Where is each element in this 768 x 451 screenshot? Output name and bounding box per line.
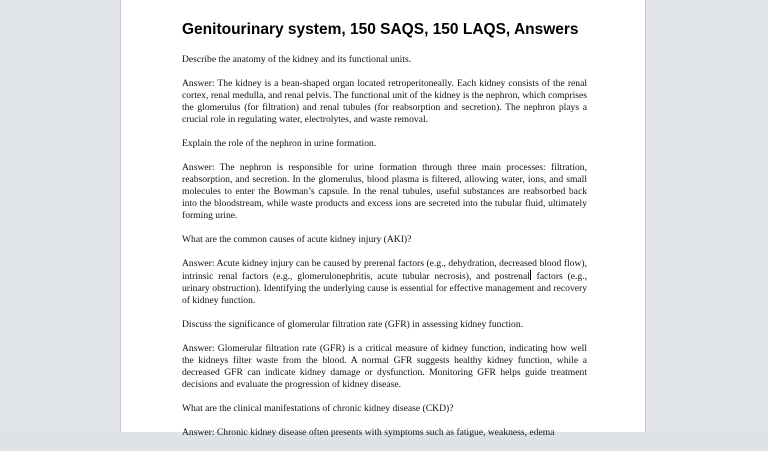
page-content[interactable] (182, 20, 587, 451)
question-ckd-manifestations[interactable]: What are the clinical manifestations of chronic kidney disease (CKD)? (182, 403, 454, 414)
question-nephron-role[interactable]: Explain the role of the nephron in urine formation. (182, 138, 377, 149)
answer-text-before-cursor[interactable]: Answer: Acute kidney injury can be caused by prerenal factors (e.g., dehydration, decreased blood flow), intrinsic renal factors (e.g., glomerulonephritis, acute tubular necrosis), and postrenal (182, 258, 587, 282)
document-page[interactable] (120, 0, 646, 438)
question-aki-causes[interactable]: What are the common causes of acute kidney injury (AKI)? (182, 234, 412, 245)
answer-text-after-cursor[interactable]: factors (e.g., urinary obstruction). Identifying the underlying cause is essential for effective management and recovery of kidney function. (182, 271, 587, 306)
answer-aki-causes[interactable] (182, 258, 587, 307)
answer-gfr-significance[interactable]: Answer: Glomerular filtration rate (GFR) is a critical measure of kidney function, indicating how well the kidneys filter waste from the blood. A normal GFR suggests healthy kidney function, while a decreased GFR can indicate kidney damage or dysfunction. Monitoring GFR helps guide treatment decisions and evaluate the progression of kidney disease. (182, 343, 587, 390)
document-title[interactable]: Genitourinary system, 150 SAQS, 150 LAQS, Answers (182, 21, 579, 38)
answer-ckd-manifestations[interactable]: Answer: Chronic kidney disease often presents with symptoms such as fatigue, weakness, edema (182, 427, 555, 438)
answer-kidney-anatomy[interactable]: Answer: The kidney is a bean-shaped organ located retroperitoneally. Each kidney consists of the renal cortex, renal medulla, and renal pelvis. The functional unit of the kidney is the nephron, which comprises the glomerulus (for filtration) and renal tubules (for reabsorption and secretion). The nephron plays a crucial role in regulating water, electrolytes, and waste removal. (182, 78, 587, 125)
question-gfr-significance[interactable]: Discuss the significance of glomerular filtration rate (GFR) in assessing kidney function. (182, 319, 524, 330)
question-kidney-anatomy[interactable]: Describe the anatomy of the kidney and its functional units. (182, 54, 412, 65)
answer-nephron-role[interactable]: Answer: The nephron is responsible for urine formation through three main processes: filtration, reabsorption, and secretion. In the glomerulus, blood plasma is filtered, allowing water, ions, and small molecules to enter the Bowman’s capsule. In the renal tubules, useful substances are reabsorbed back into the bloodstream, while waste products and excess ions are secreted into the tubular fluid, ultimately forming urine. (182, 162, 587, 221)
